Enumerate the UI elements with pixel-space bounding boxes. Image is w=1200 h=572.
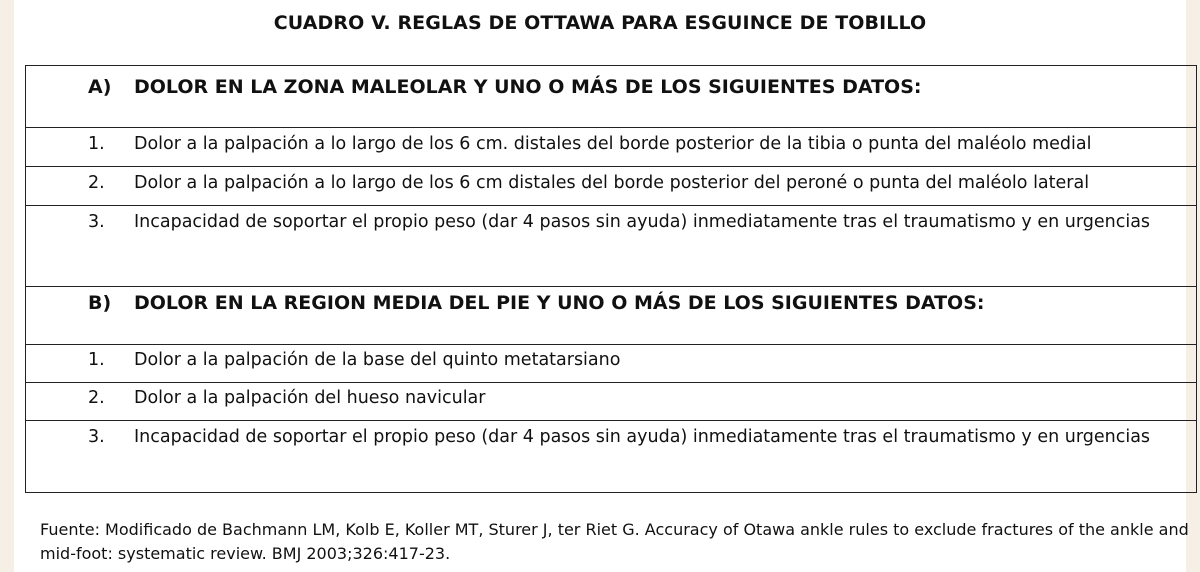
section-b-heading: DOLOR EN LA REGION MEDIA DEL PIE Y UNO O MÁS DE LOS SIGUIENTES DATOS: [134,292,985,314]
section-a-item-2-text: Dolor a la palpación a lo largo de los 6 cm distales del borde posterior del peroné o punta del maléolo lateral [134,173,1090,193]
section-b-item-2-number: 2. [88,388,105,408]
section-a-item-2-row [26,167,1196,206]
section-a-letter: A) [88,76,112,98]
section-a-heading-row [26,66,1196,128]
section-b-item-3-text: Incapacidad de soportar el propio peso (dar 4 pasos sin ayuda) inmediatamente tras el traumatismo y en urgencias [134,427,1151,447]
section-b-heading-row [26,287,1196,345]
section-a-item-3-number: 3. [88,212,105,232]
section-a-item-1-row [26,128,1196,167]
section-b-item-3-number: 3. [88,427,105,447]
page-edge-left [0,0,14,572]
section-a-item-3-row [26,206,1196,287]
table-title: CUADRO V. REGLAS DE OTTAWA PARA ESGUINCE DE TOBILLO [273,12,927,34]
section-b-letter: B) [88,292,112,314]
section-b-item-2-text: Dolor a la palpación del hueso navicular [134,388,486,408]
source-citation: Fuente: Modificado de Bachmann LM, Kolb E, Koller MT, Sturer J, ter Riet G. Accuracy of Otawa ankle rules to exclude fractures of the ankle and mid-foot: systematic review. BMJ 2003;326:417-23. [40,520,1189,563]
ottawa-rules-table [25,65,1197,493]
section-b-item-1-number: 1. [88,350,105,370]
section-a-item-1-number: 1. [88,134,105,154]
section-a-item-3-text: Incapacidad de soportar el propio peso (dar 4 pasos sin ayuda) inmediatamente tras el traumatismo y en urgencias [134,212,1151,232]
section-b-item-1-text: Dolor a la palpación de la base del quinto metatarsiano [134,350,621,370]
section-a-item-2-number: 2. [88,173,105,193]
section-b-item-1-row [26,345,1196,383]
section-b-item-2-row [26,383,1196,421]
section-b-item-3-row [26,421,1196,491]
section-a-item-1-text: Dolor a la palpación a lo largo de los 6 cm. distales del borde posterior de la tibia o punta del maléolo medial [134,134,1092,154]
section-a-heading: DOLOR EN LA ZONA MALEOLAR Y UNO O MÁS DE LOS SIGUIENTES DATOS: [134,76,922,98]
